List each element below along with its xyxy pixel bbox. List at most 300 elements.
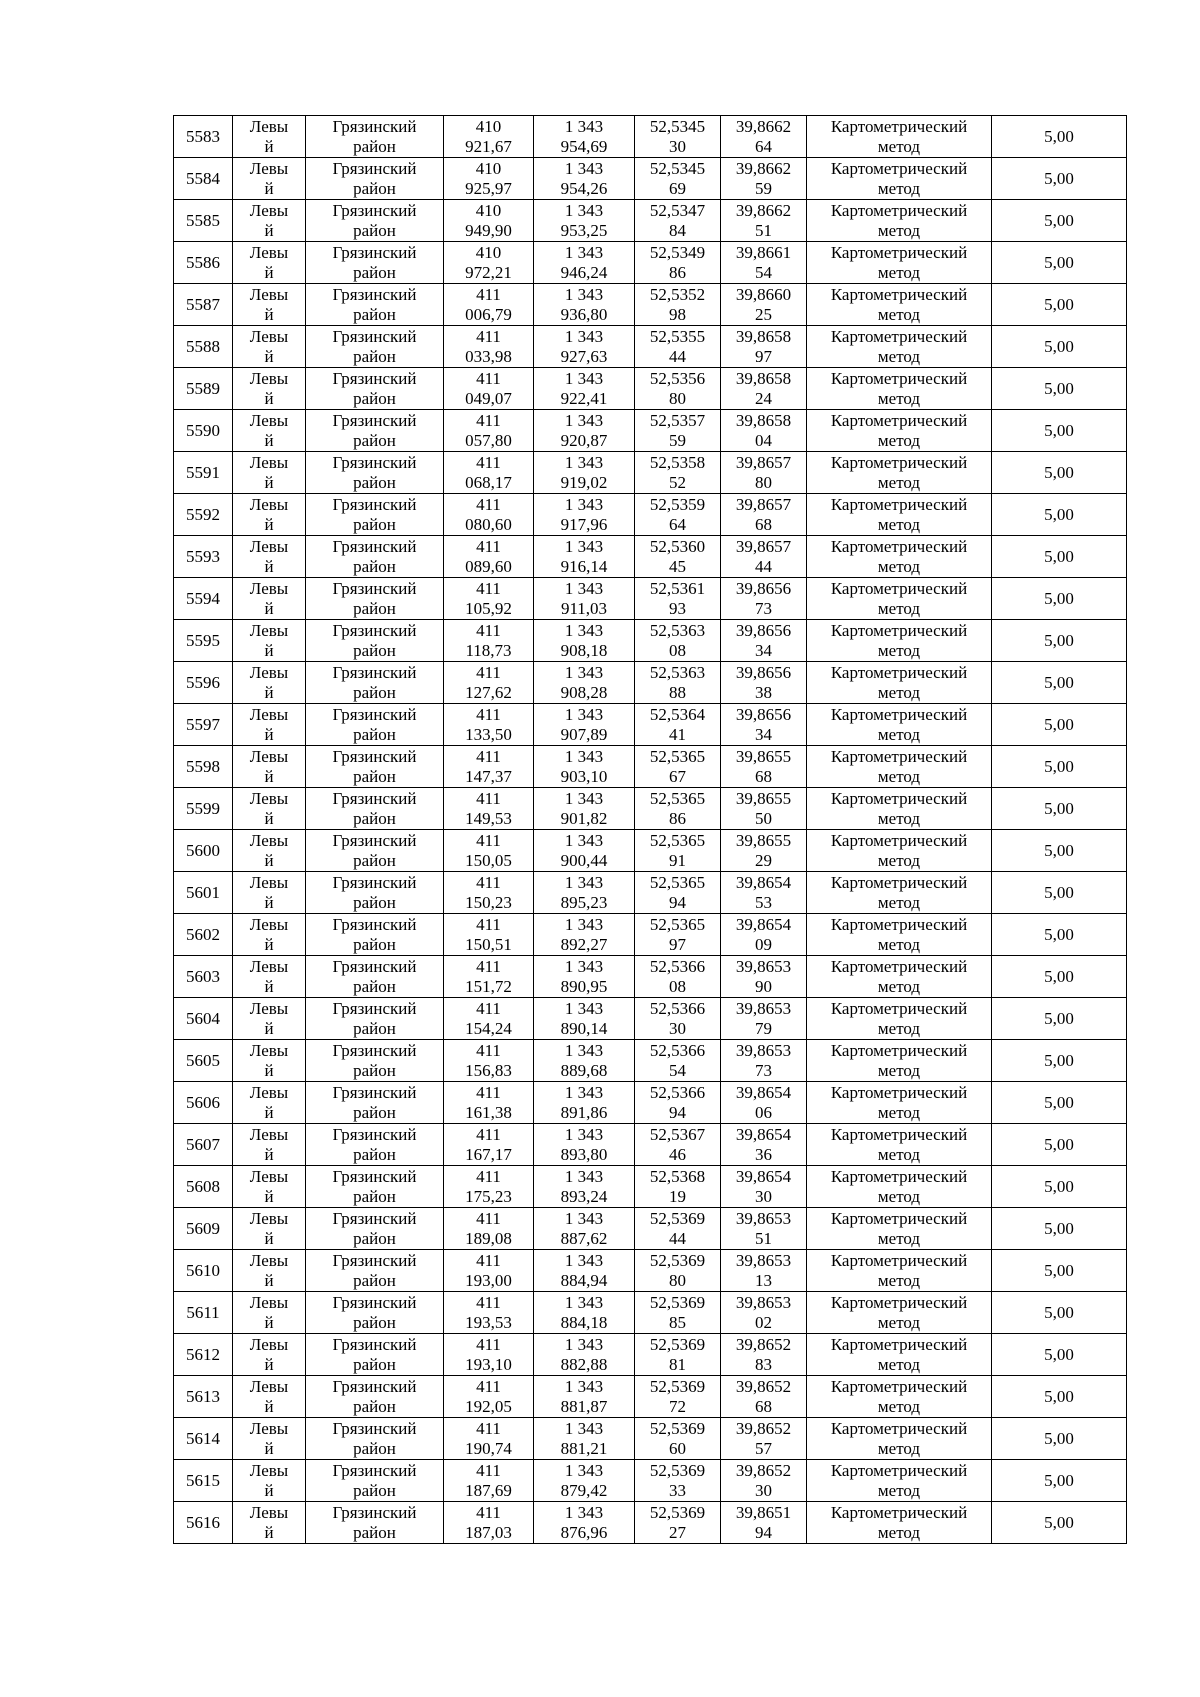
district-cell [306, 998, 444, 1040]
longitude-cell-line: 97 [755, 346, 772, 366]
latitude-cell [635, 620, 721, 662]
latitude-cell-line: 52,5369 [649, 1292, 706, 1312]
longitude-cell-line: 59 [755, 178, 772, 198]
longitude-cell-line: 34 [755, 640, 772, 660]
method-cell-line: метод [877, 346, 921, 366]
method-cell [807, 452, 992, 494]
side-cell-line: й [264, 262, 274, 282]
point-number-cell: 5589 [174, 368, 233, 410]
district-cell-line: район [353, 1522, 396, 1542]
side-cell [233, 158, 306, 200]
latitude-cell [635, 1376, 721, 1418]
accuracy-cell: 5,00 [992, 1082, 1127, 1124]
y-coordinate-cell-line: 884,94 [560, 1270, 608, 1290]
side-cell [233, 1418, 306, 1460]
latitude-cell-line: 52,5347 [649, 200, 706, 220]
x-coordinate-cell [444, 956, 534, 998]
district-cell-line: район [353, 1018, 396, 1038]
district-cell-line: район [353, 808, 396, 828]
y-coordinate-cell-line: 1 343 [564, 284, 604, 304]
accuracy-cell: 5,00 [992, 494, 1127, 536]
side-cell-line: й [264, 556, 274, 576]
y-coordinate-cell-line: 927,63 [560, 346, 608, 366]
latitude-cell [635, 116, 721, 158]
method-cell-line: Картометрический [830, 326, 968, 346]
method-cell-line: Картометрический [830, 242, 968, 262]
longitude-cell [721, 914, 807, 956]
longitude-cell-line: 34 [755, 724, 772, 744]
district-cell [306, 158, 444, 200]
side-cell-line: й [264, 1312, 274, 1332]
method-cell [807, 200, 992, 242]
method-cell-line: метод [877, 724, 921, 744]
y-coordinate-cell-line: 1 343 [564, 1418, 604, 1438]
side-cell [233, 410, 306, 452]
method-cell-line: Картометрический [830, 1040, 968, 1060]
y-coordinate-cell-line: 1 343 [564, 578, 604, 598]
method-cell [807, 410, 992, 452]
district-cell [306, 284, 444, 326]
method-cell-line: Картометрический [830, 1124, 968, 1144]
side-cell-line: й [264, 472, 274, 492]
method-cell-line: Картометрический [830, 620, 968, 640]
x-coordinate-cell [444, 1334, 534, 1376]
method-cell [807, 788, 992, 830]
side-cell-line: й [264, 1144, 274, 1164]
y-coordinate-cell [534, 1124, 635, 1166]
y-coordinate-cell-line: 922,41 [560, 388, 608, 408]
district-cell-line: Грязинский [332, 326, 417, 346]
longitude-cell-line: 24 [755, 388, 772, 408]
longitude-cell-line: 39,8652 [735, 1334, 792, 1354]
y-coordinate-cell [534, 242, 635, 284]
latitude-cell [635, 578, 721, 620]
side-cell-line: Левы [249, 788, 289, 808]
side-cell-line: Левы [249, 1040, 289, 1060]
side-cell [233, 284, 306, 326]
table-row [174, 1250, 1127, 1292]
x-coordinate-cell-line: 411 [476, 746, 501, 766]
y-coordinate-cell [534, 1376, 635, 1418]
y-coordinate-cell-line: 1 343 [564, 494, 604, 514]
latitude-cell-line: 69 [669, 178, 686, 198]
latitude-cell-line: 52,5345 [649, 116, 706, 136]
accuracy-cell: 5,00 [992, 662, 1127, 704]
y-coordinate-cell-line: 953,25 [560, 220, 608, 240]
x-coordinate-cell-line: 189,08 [465, 1228, 512, 1248]
y-coordinate-cell-line: 876,96 [560, 1522, 608, 1542]
side-cell-line: й [264, 1270, 274, 1290]
y-coordinate-cell [534, 284, 635, 326]
method-cell-line: метод [877, 640, 921, 660]
y-coordinate-cell-line: 1 343 [564, 158, 604, 178]
district-cell-line: Грязинский [332, 956, 417, 976]
side-cell [233, 494, 306, 536]
accuracy-cell: 5,00 [992, 200, 1127, 242]
x-coordinate-cell-line: 411 [476, 1502, 501, 1522]
latitude-cell [635, 284, 721, 326]
district-cell [306, 914, 444, 956]
y-coordinate-cell [534, 1334, 635, 1376]
latitude-cell-line: 52,5366 [649, 998, 706, 1018]
y-coordinate-cell [534, 200, 635, 242]
district-cell-line: район [353, 1144, 396, 1164]
longitude-cell-line: 30 [755, 1186, 772, 1206]
table-row [174, 536, 1127, 578]
y-coordinate-cell-line: 1 343 [564, 830, 604, 850]
accuracy-cell: 5,00 [992, 998, 1127, 1040]
table-row [174, 116, 1127, 158]
method-cell-line: Картометрический [830, 494, 968, 514]
y-coordinate-cell [534, 704, 635, 746]
longitude-cell [721, 1166, 807, 1208]
longitude-cell-line: 39,8657 [735, 494, 792, 514]
side-cell [233, 620, 306, 662]
accuracy-cell: 5,00 [992, 284, 1127, 326]
point-number-cell: 5594 [174, 578, 233, 620]
method-cell-line: Картометрический [830, 1082, 968, 1102]
longitude-cell [721, 158, 807, 200]
longitude-cell-line: 73 [755, 1060, 772, 1080]
district-cell [306, 746, 444, 788]
side-cell [233, 1166, 306, 1208]
district-cell-line: район [353, 346, 396, 366]
district-cell [306, 1250, 444, 1292]
latitude-cell [635, 1040, 721, 1082]
side-cell [233, 788, 306, 830]
side-cell-line: Левы [249, 956, 289, 976]
district-cell-line: Грязинский [332, 116, 417, 136]
side-cell [233, 1208, 306, 1250]
y-coordinate-cell-line: 917,96 [560, 514, 608, 534]
longitude-cell-line: 50 [755, 808, 772, 828]
latitude-cell-line: 52,5363 [649, 620, 706, 640]
table-row [174, 368, 1127, 410]
longitude-cell [721, 578, 807, 620]
y-coordinate-cell [534, 746, 635, 788]
method-cell [807, 1334, 992, 1376]
side-cell-line: Левы [249, 578, 289, 598]
longitude-cell [721, 1376, 807, 1418]
latitude-cell [635, 1460, 721, 1502]
method-cell-line: метод [877, 388, 921, 408]
longitude-cell [721, 368, 807, 410]
y-coordinate-cell-line: 1 343 [564, 410, 604, 430]
latitude-cell-line: 52,5349 [649, 242, 706, 262]
method-cell-line: Картометрический [830, 788, 968, 808]
longitude-cell-line: 39,8656 [735, 662, 792, 682]
accuracy-cell: 5,00 [992, 872, 1127, 914]
x-coordinate-cell-line: 118,73 [465, 640, 512, 660]
point-number-cell: 5606 [174, 1082, 233, 1124]
x-coordinate-cell [444, 1208, 534, 1250]
x-coordinate-cell-line: 411 [476, 1166, 501, 1186]
x-coordinate-cell [444, 620, 534, 662]
y-coordinate-cell-line: 1 343 [564, 1376, 604, 1396]
method-cell-line: Картометрический [830, 158, 968, 178]
x-coordinate-cell-line: 150,51 [465, 934, 512, 954]
longitude-cell-line: 13 [755, 1270, 772, 1290]
latitude-cell-line: 52,5365 [649, 914, 706, 934]
district-cell [306, 326, 444, 368]
side-cell-line: й [264, 220, 274, 240]
district-cell-line: район [353, 640, 396, 660]
district-cell-line: Грязинский [332, 536, 417, 556]
side-cell-line: Левы [249, 326, 289, 346]
y-coordinate-cell-line: 890,14 [560, 1018, 608, 1038]
x-coordinate-cell [444, 914, 534, 956]
method-cell [807, 326, 992, 368]
side-cell [233, 452, 306, 494]
y-coordinate-cell-line: 1 343 [564, 1208, 604, 1228]
side-cell-line: Левы [249, 620, 289, 640]
side-cell-line: Левы [249, 998, 289, 1018]
x-coordinate-cell [444, 746, 534, 788]
x-coordinate-cell [444, 1418, 534, 1460]
accuracy-cell: 5,00 [992, 620, 1127, 662]
side-cell-line: й [264, 1354, 274, 1374]
method-cell-line: Картометрический [830, 662, 968, 682]
longitude-cell [721, 494, 807, 536]
latitude-cell-line: 30 [669, 1018, 686, 1038]
longitude-cell-line: 51 [755, 220, 772, 240]
x-coordinate-cell-line: 949,90 [465, 220, 512, 240]
side-cell [233, 704, 306, 746]
longitude-cell-line: 39,8658 [735, 326, 792, 346]
point-number-cell: 5601 [174, 872, 233, 914]
x-coordinate-cell-line: 411 [476, 788, 501, 808]
x-coordinate-cell-line: 410 [475, 242, 502, 262]
y-coordinate-cell [534, 1292, 635, 1334]
side-cell [233, 578, 306, 620]
method-cell-line: метод [877, 472, 921, 492]
point-number-cell: 5593 [174, 536, 233, 578]
longitude-cell [721, 872, 807, 914]
x-coordinate-cell [444, 1376, 534, 1418]
y-coordinate-cell-line: 881,87 [560, 1396, 608, 1416]
y-coordinate-cell-line: 1 343 [564, 1460, 604, 1480]
longitude-cell-line: 57 [755, 1438, 772, 1458]
y-coordinate-cell-line: 954,69 [560, 136, 608, 156]
point-number-cell: 5596 [174, 662, 233, 704]
method-cell-line: Картометрический [830, 116, 968, 136]
side-cell [233, 662, 306, 704]
district-cell-line: Грязинский [332, 1166, 417, 1186]
method-cell-line: метод [877, 934, 921, 954]
accuracy-cell: 5,00 [992, 242, 1127, 284]
method-cell [807, 956, 992, 998]
accuracy-cell: 5,00 [992, 1292, 1127, 1334]
side-cell-line: Левы [249, 1460, 289, 1480]
side-cell-line: Левы [249, 284, 289, 304]
accuracy-cell: 5,00 [992, 1250, 1127, 1292]
accuracy-cell: 5,00 [992, 830, 1127, 872]
district-cell [306, 1082, 444, 1124]
latitude-cell [635, 788, 721, 830]
table-row [174, 242, 1127, 284]
latitude-cell [635, 956, 721, 998]
district-cell-line: район [353, 976, 396, 996]
point-number-cell: 5614 [174, 1418, 233, 1460]
point-number-cell: 5609 [174, 1208, 233, 1250]
accuracy-cell: 5,00 [992, 788, 1127, 830]
y-coordinate-cell-line: 895,23 [560, 892, 608, 912]
side-cell [233, 326, 306, 368]
district-cell-line: Грязинский [332, 452, 417, 472]
district-cell-line: район [353, 1312, 396, 1332]
latitude-cell [635, 704, 721, 746]
district-cell-line: Грязинский [332, 620, 417, 640]
district-cell [306, 956, 444, 998]
latitude-cell-line: 52,5369 [649, 1208, 706, 1228]
y-coordinate-cell-line: 903,10 [560, 766, 608, 786]
table-row [174, 1040, 1127, 1082]
x-coordinate-cell [444, 1124, 534, 1166]
district-cell [306, 116, 444, 158]
y-coordinate-cell-line: 1 343 [564, 1334, 604, 1354]
y-coordinate-cell-line: 1 343 [564, 1040, 604, 1060]
side-cell-line: Левы [249, 662, 289, 682]
point-number-cell: 5610 [174, 1250, 233, 1292]
longitude-cell [721, 410, 807, 452]
table-row [174, 914, 1127, 956]
district-cell-line: район [353, 556, 396, 576]
latitude-cell-line: 52,5366 [649, 956, 706, 976]
latitude-cell-line: 41 [669, 724, 686, 744]
longitude-cell-line: 39,8654 [735, 872, 792, 892]
side-cell-line: й [264, 640, 274, 660]
method-cell-line: метод [877, 1522, 921, 1542]
district-cell [306, 200, 444, 242]
longitude-cell-line: 02 [755, 1312, 772, 1332]
side-cell [233, 956, 306, 998]
longitude-cell-line: 39,8651 [735, 1502, 792, 1522]
method-cell-line: метод [877, 1144, 921, 1164]
x-coordinate-cell [444, 116, 534, 158]
district-cell [306, 368, 444, 410]
x-coordinate-cell-line: 411 [476, 1376, 501, 1396]
method-cell-line: Картометрический [830, 1292, 968, 1312]
side-cell-line: й [264, 178, 274, 198]
method-cell [807, 620, 992, 662]
x-coordinate-cell-line: 068,17 [465, 472, 512, 492]
longitude-cell-line: 39,8653 [735, 1208, 792, 1228]
x-coordinate-cell [444, 494, 534, 536]
side-cell-line: Левы [249, 872, 289, 892]
district-cell-line: район [353, 388, 396, 408]
y-coordinate-cell-line: 881,21 [560, 1438, 608, 1458]
y-coordinate-cell [534, 116, 635, 158]
district-cell [306, 788, 444, 830]
x-coordinate-cell-line: 411 [476, 494, 501, 514]
y-coordinate-cell-line: 1 343 [564, 620, 604, 640]
district-cell [306, 662, 444, 704]
accuracy-cell: 5,00 [992, 1166, 1127, 1208]
y-coordinate-cell-line: 889,68 [560, 1060, 608, 1080]
point-number-cell: 5605 [174, 1040, 233, 1082]
method-cell [807, 746, 992, 788]
x-coordinate-cell [444, 830, 534, 872]
point-number-cell: 5598 [174, 746, 233, 788]
longitude-cell-line: 80 [755, 472, 772, 492]
longitude-cell [721, 1334, 807, 1376]
longitude-cell [721, 1082, 807, 1124]
x-coordinate-cell-line: 105,92 [465, 598, 512, 618]
district-cell [306, 1040, 444, 1082]
latitude-cell-line: 19 [669, 1186, 686, 1206]
y-coordinate-cell-line: 893,24 [560, 1186, 608, 1206]
y-coordinate-cell [534, 1460, 635, 1502]
longitude-cell [721, 284, 807, 326]
district-cell-line: район [353, 1270, 396, 1290]
longitude-cell-line: 94 [755, 1522, 772, 1542]
longitude-cell-line: 39,8655 [735, 746, 792, 766]
longitude-cell [721, 1040, 807, 1082]
y-coordinate-cell-line: 892,27 [560, 934, 608, 954]
method-cell [807, 284, 992, 326]
table-row [174, 1082, 1127, 1124]
latitude-cell [635, 830, 721, 872]
y-coordinate-cell-line: 1 343 [564, 746, 604, 766]
x-coordinate-cell [444, 242, 534, 284]
district-cell-line: район [353, 1186, 396, 1206]
longitude-cell-line: 09 [755, 934, 772, 954]
y-coordinate-cell [534, 914, 635, 956]
side-cell-line: Левы [249, 200, 289, 220]
method-cell-line: Картометрический [830, 284, 968, 304]
latitude-cell [635, 494, 721, 536]
method-cell [807, 1040, 992, 1082]
method-cell-line: Картометрический [830, 452, 968, 472]
point-number-cell: 5602 [174, 914, 233, 956]
district-cell-line: Грязинский [332, 914, 417, 934]
table-row [174, 1334, 1127, 1376]
method-cell [807, 1460, 992, 1502]
x-coordinate-cell-line: 411 [476, 1418, 501, 1438]
longitude-cell [721, 452, 807, 494]
y-coordinate-cell-line: 901,82 [560, 808, 608, 828]
y-coordinate-cell [534, 1040, 635, 1082]
district-cell-line: район [353, 1060, 396, 1080]
district-cell-line: Грязинский [332, 1124, 417, 1144]
latitude-cell-line: 52 [669, 472, 686, 492]
latitude-cell [635, 368, 721, 410]
latitude-cell-line: 93 [669, 598, 686, 618]
latitude-cell [635, 158, 721, 200]
method-cell-line: метод [877, 1354, 921, 1374]
method-cell-line: Картометрический [830, 956, 968, 976]
side-cell-line: Левы [249, 1166, 289, 1186]
x-coordinate-cell-line: 411 [476, 536, 501, 556]
method-cell [807, 1082, 992, 1124]
side-cell [233, 1376, 306, 1418]
method-cell [807, 1208, 992, 1250]
latitude-cell [635, 746, 721, 788]
district-cell [306, 536, 444, 578]
district-cell-line: Грязинский [332, 284, 417, 304]
y-coordinate-cell-line: 1 343 [564, 242, 604, 262]
x-coordinate-cell-line: 411 [476, 872, 501, 892]
longitude-cell [721, 326, 807, 368]
table-row [174, 1376, 1127, 1418]
side-cell-line: Левы [249, 1376, 289, 1396]
side-cell-line: Левы [249, 914, 289, 934]
latitude-cell [635, 914, 721, 956]
latitude-cell-line: 86 [669, 808, 686, 828]
district-cell [306, 452, 444, 494]
y-coordinate-cell-line: 936,80 [560, 304, 608, 324]
method-cell-line: метод [877, 1018, 921, 1038]
